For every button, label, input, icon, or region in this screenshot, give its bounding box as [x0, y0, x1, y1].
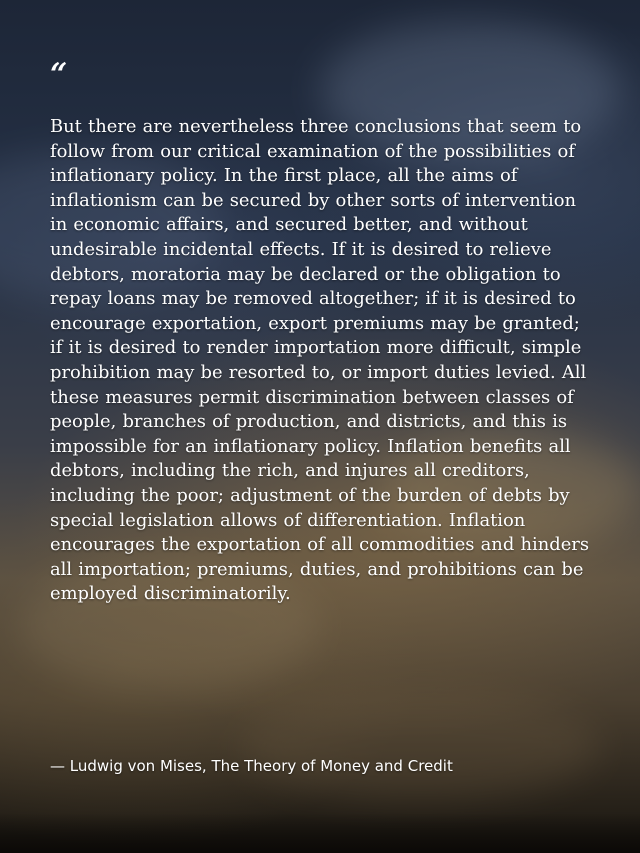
background-cloud	[240, 690, 600, 800]
quote-text: But there are nevertheless three conclusions that seem to follow from our critical examination of the possibilities of inflationary policy. In the first place, all the aims of inflationism can be secured by other sorts of intervention in economic affairs, and secured better, and without undesirable incidental effects. If it is desired to relieve debtors, moratoria may be declared or the obligation to repay loans may be removed altogether; if it is desired to encourage exportation, export premiums may be granted; if it is desired to render importation more difficult, simple prohibition may be resorted to, or import duties levied. All these measures permit discrimination between classes of people, branches of production, and districts, and this is impossible for an inflationary policy. Inflation benefits all debtors, including the rich, and injures all creditors, including the poor; adjustment of the burden of debts by special legislation allows of differentiation. Inflation encourages the exportation of all commodities and hinders all importation; premiums, duties, and prohibitions can be employed discriminatorily.	[50, 116, 590, 605]
opening-quote-icon: “	[50, 57, 68, 92]
quote-attribution: — Ludwig von Mises, The Theory of Money and Credit	[50, 757, 453, 775]
background-horizon	[0, 813, 640, 853]
